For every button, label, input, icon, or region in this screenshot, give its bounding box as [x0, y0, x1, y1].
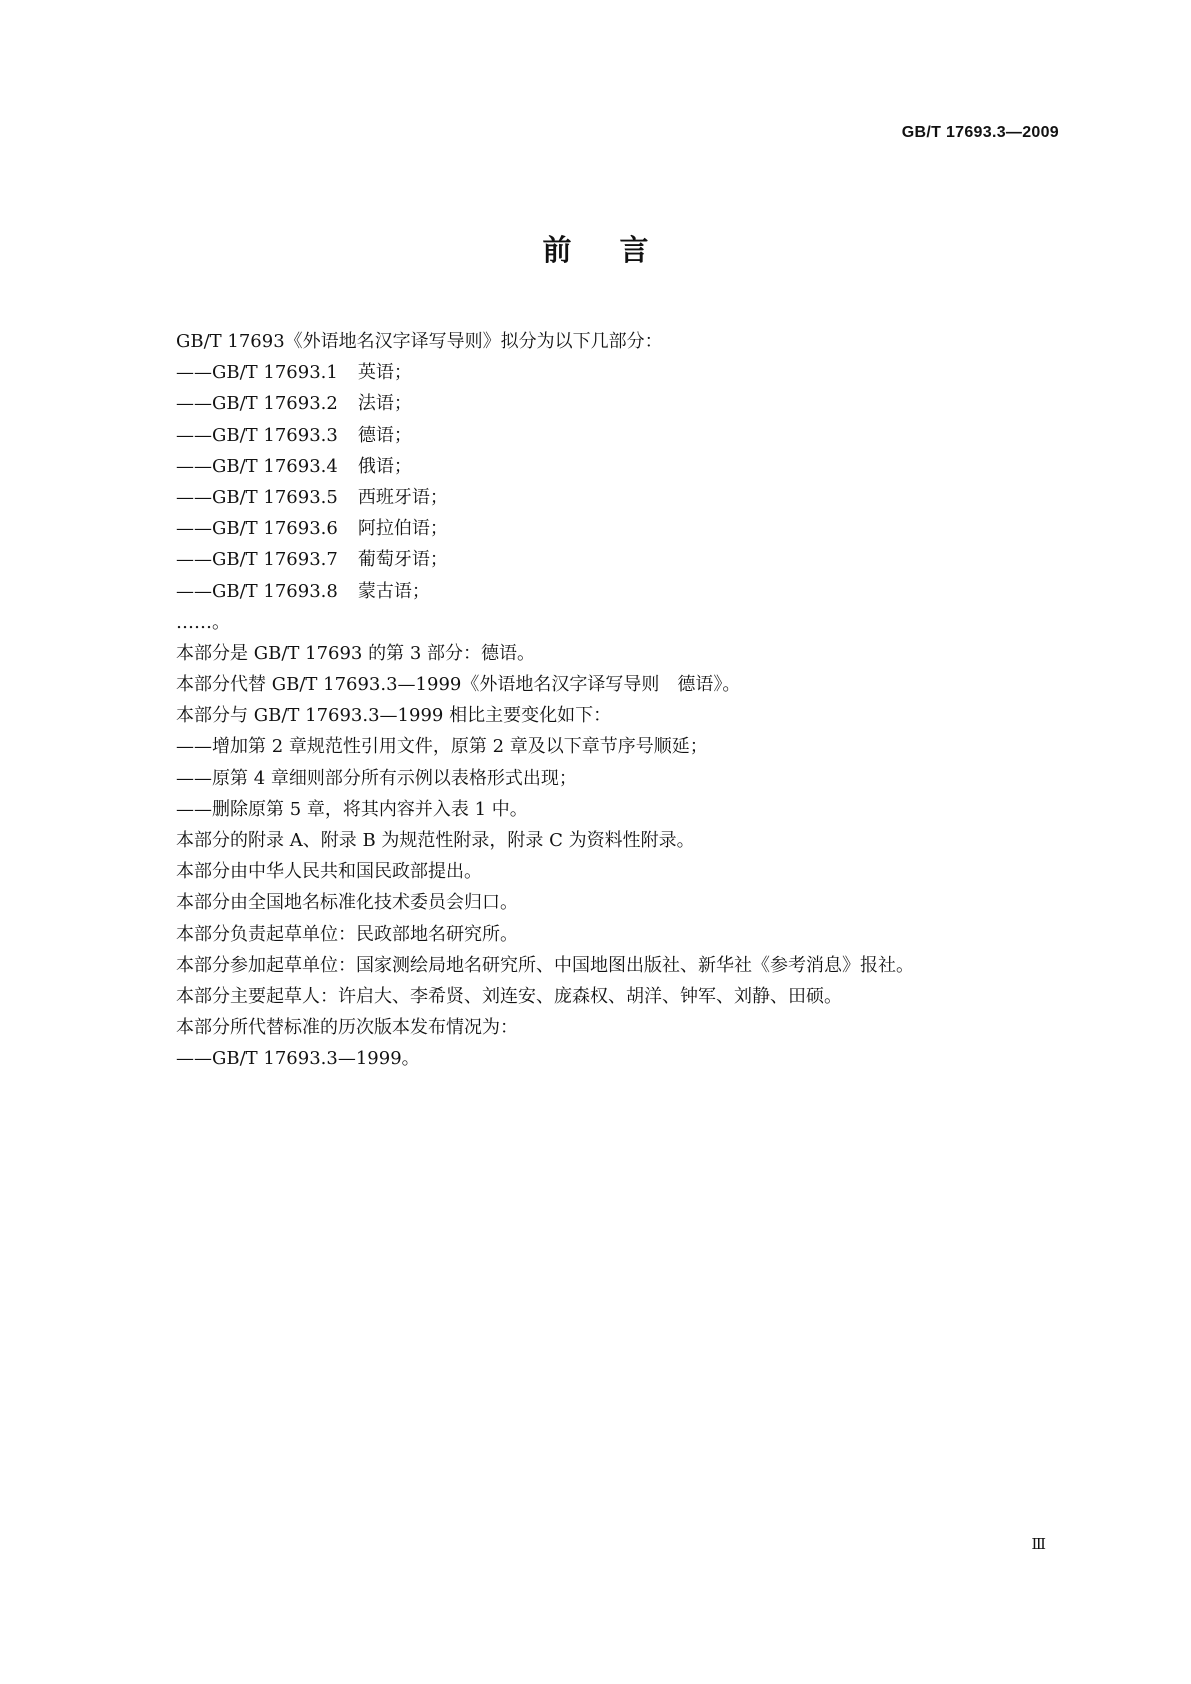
part-code: ——GB/T 17693.8: [176, 580, 338, 602]
part-code: ——GB/T 17693.5: [176, 486, 338, 508]
part-item: [176, 576, 1056, 607]
foreword-body: [176, 326, 1056, 1075]
part-code: ——GB/T 17693.6: [176, 518, 338, 540]
paragraph-part-statement: 本部分是 GB/T 17693 的第 3 部分：德语。: [176, 642, 535, 664]
part-item: [176, 482, 1056, 513]
change-item: ——删除原第 5 章，将其内容并入表 1 中。: [176, 798, 528, 820]
paragraph-drafting-unit: 本部分负责起草单位：民政部地名研究所。: [176, 923, 518, 945]
part-language: 德语；: [357, 424, 412, 446]
part-code: ——GB/T 17693.4: [176, 455, 338, 477]
part-item: [176, 544, 1056, 575]
part-language: 英语；: [357, 362, 412, 384]
part-item: [176, 420, 1056, 451]
paragraph-under-jurisdiction: 本部分由全国地名标准化技术委员会归口。: [176, 892, 518, 914]
part-code: ——GB/T 17693.2: [176, 393, 338, 415]
paragraph-proposed-by: 本部分由中华人民共和国民政部提出。: [176, 861, 482, 883]
paragraph-replaces: 本部分代替 GB/T 17693.3—1999《外语地名汉字译写导则 德语》。: [176, 674, 741, 696]
part-language: 蒙古语；: [357, 580, 430, 602]
parts-intro: GB/T 17693《外语地名汉字译写导则》拟分为以下几部分：: [176, 331, 663, 352]
part-language: 法语；: [357, 393, 412, 415]
part-language: 俄语；: [357, 455, 412, 477]
part-language: 葡萄牙语；: [357, 549, 448, 571]
part-item: [176, 451, 1056, 482]
paragraph-changes-intro: 本部分与 GB/T 17693.3—1999 相比主要变化如下：: [176, 705, 612, 727]
standard-code-header: GB/T 17693.3—2009: [901, 124, 1059, 141]
part-item: [176, 388, 1056, 419]
page-title: 前言: [542, 233, 697, 267]
page-number: Ⅲ: [1031, 1537, 1045, 1553]
paragraph-main-drafters: 本部分主要起草人：许启大、李希贤、刘连安、庞森权、胡洋、钟军、刘静、田硕。: [176, 985, 842, 1007]
part-language: 西班牙语；: [357, 486, 448, 508]
part-code: ——GB/T 17693.1: [176, 362, 338, 384]
paragraph-previous-editions: 本部分所代替标准的历次版本发布情况为：: [176, 1017, 518, 1039]
change-item: ——增加第 2 章规范性引用文件，原第 2 章及以下章节序号顺延；: [176, 736, 708, 758]
change-item: ——原第 4 章细则部分所有示例以表格形式出现；: [176, 767, 577, 789]
part-item: [176, 357, 1056, 388]
previous-edition-item: ——GB/T 17693.3—1999。: [176, 1048, 420, 1070]
part-language: 阿拉伯语；: [357, 518, 448, 540]
paragraph-participating-units: 本部分参加起草单位：国家测绘局地名研究所、中国地图出版社、新华社《参考消息》报社。: [176, 954, 914, 976]
paragraph-annexes: 本部分的附录 A、附录 B 为规范性附录，附录 C 为资料性附录。: [176, 830, 695, 851]
part-code: ——GB/T 17693.3: [176, 424, 338, 446]
part-code: ——GB/T 17693.7: [176, 549, 338, 571]
ellipsis-line: ……。: [176, 611, 230, 633]
part-item: [176, 513, 1056, 544]
